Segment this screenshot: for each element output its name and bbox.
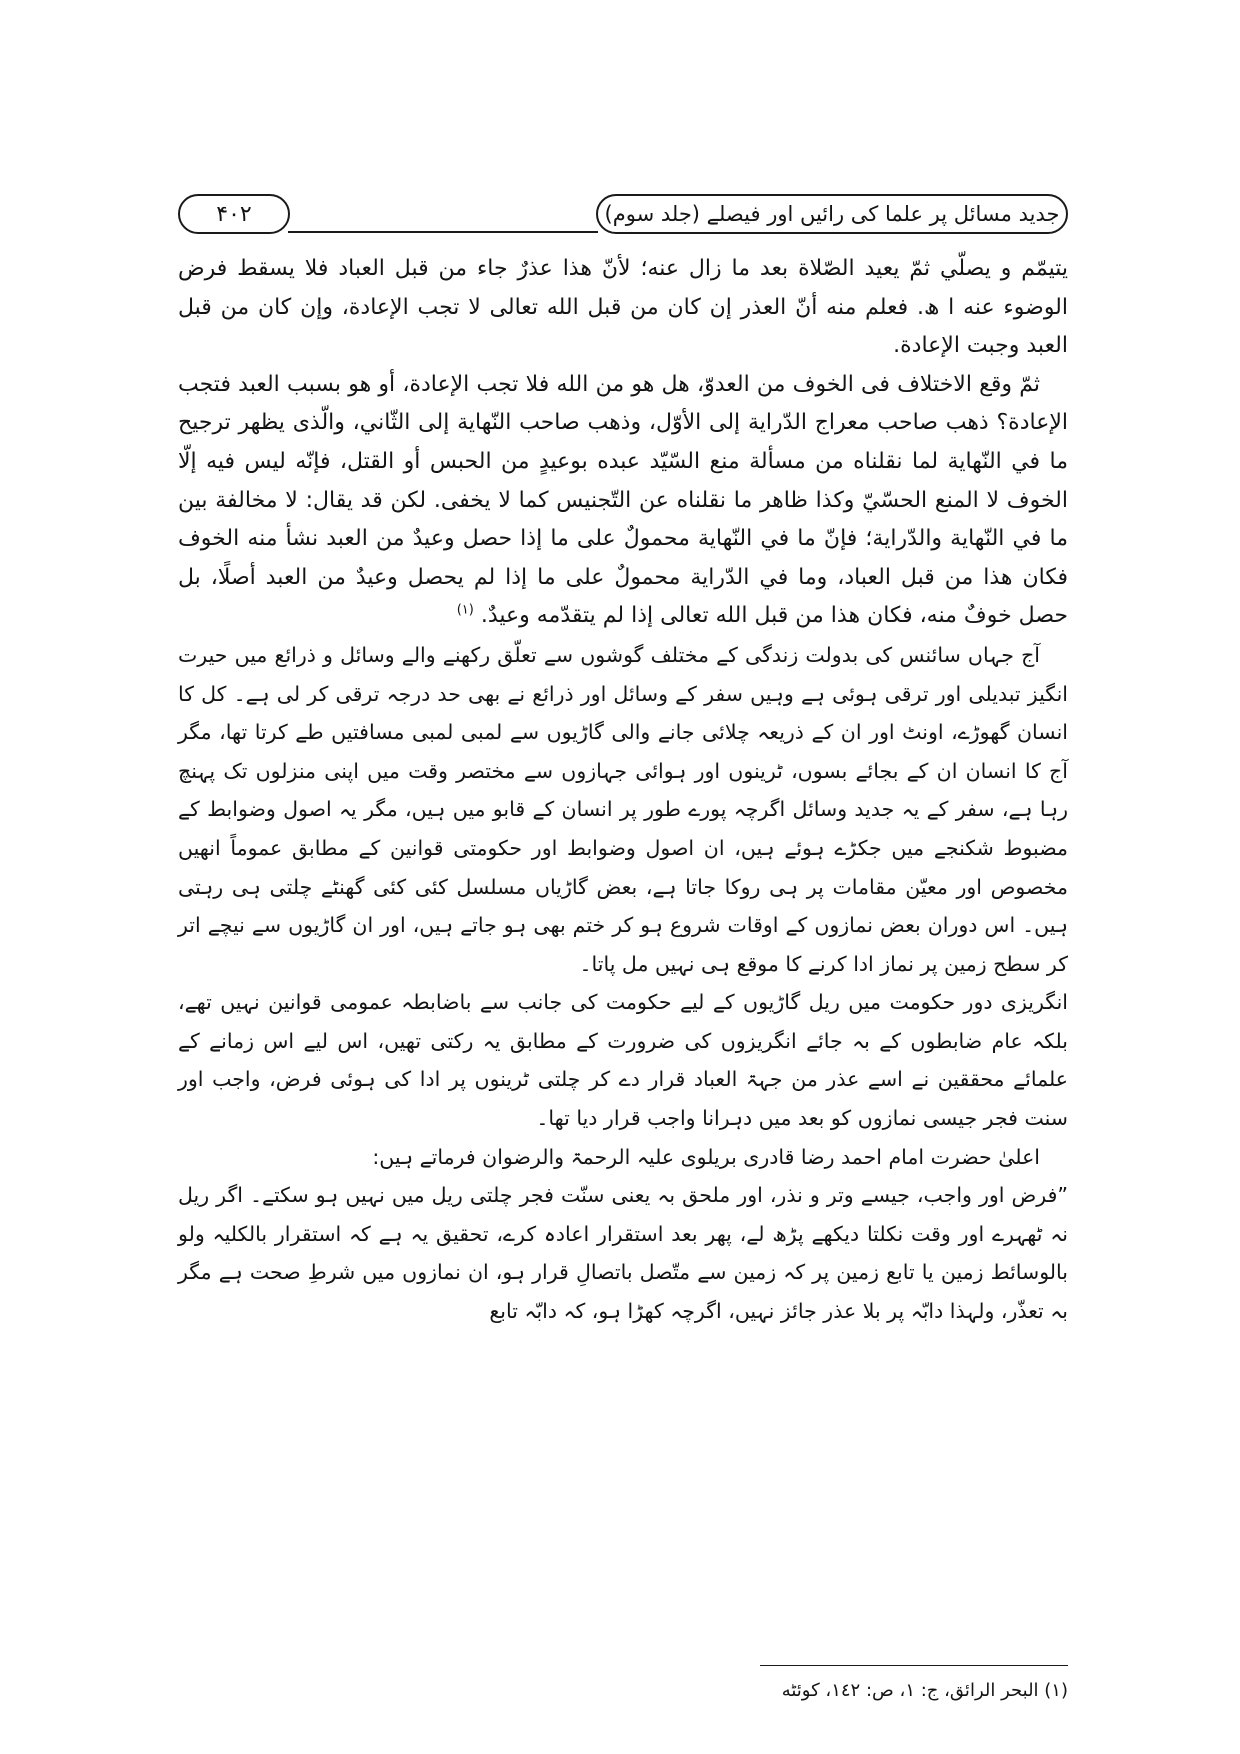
arabic-paragraph-2-text: ثمّ وقع الاختلاف فى الخوف من العدوّ، هل هو من الله فلا تجب الإعادة، أو هو بسبب العبد فتجب الإعادة؟ ذهب صاحب معراج الدّراية إلى الأوّل، وذهب صاحب النّهاية إلى الثّاني، والّذى يظهر ترجيح ما في النّهاية لما نقلناه من مسألة منع السّيّد عبده بوعيدٍ من الحبس أو القتل، فإنّه ليس فيه إلّا الخوف لا المنع الحسّيّ وكذا ظاهر ما نقلناه عن التّجنيس كما لا يخفى. لكن قد يقال: لا مخالفة بين ما في النّهاية والدّراية؛ فإنّ ما في النّهاية محمولٌ على ما إذا حصل وعيدٌ من العبد نشأ منه الخوف فكان هذا من قبل العباد، وما في الدّراية محمولٌ على ما إذا لم يحصل وعيدٌ من العبد أصلًا، بل حصل خوفٌ منه، فكان هذا من قبل الله تعالى إذا لم يتقدّمه وعيدٌ. (178, 371, 1068, 629)
arabic-paragraph-2 (178, 366, 1068, 636)
footnote: (۱) البحر الرائق، ج: ۱، ص: ۱٤۲، کوئٹه (781, 1680, 1068, 1701)
header-rule (288, 231, 598, 233)
footnote-reference[interactable]: (۱) (456, 603, 474, 619)
urdu-paragraph-1: آج جہاں سائنس کی بدولت زندگی کے مختلف گوشوں سے تعلّق رکھنے والے وسائل و ذرائع میں حیرت انگیز تبدیلی اور ترقی ہوئی ہے وہیں سفر کے وسائل اور ذرائع نے بھی حد درجہ ترقی کر لی ہے۔ کل کا انسان گھوڑے، اونٹ اور ان کے ذریعہ چلائی جانے والی گاڑیوں سے لمبی لمبی مسافتیں طے کرتا تھا، مگر آج کا انسان ان کے بجائے بسوں، ٹرینوں اور ہوائی جہازوں سے مختصر وقت میں اپنی منزلوں تک پہنچ رہا ہے، سفر کے یہ جدید وسائل اگرچہ پورے طور پر انسان کے قابو میں ہیں، مگر یہ اصول وضوابط کے مضبوط شکنجے میں جکڑے ہوئے ہیں، ان اصول وضوابط اور حکومتی قوانین کے مطابق عموماً انھیں مخصوص اور معیّن مقامات پر ہی روکا جاتا ہے، بعض گاڑیاں مسلسل کئی کئی گھنٹے چلتی ہی رہتی ہیں۔ اس دوران بعض نمازوں کے اوقات شروع ہو کر ختم بھی ہو جاتے ہیں، اور ان گاڑیوں سے نیچے اتر کر سطح زمین پر نماز ادا کرنے کا موقع ہی نہیں مل پاتا۔ (178, 642, 1068, 976)
page-body (178, 250, 1068, 1331)
urdu-paragraph-2: انگریزی دور حکومت میں ریل گاڑیوں کے لیے حکومت کی جانب سے باضابطہ عمومی قوانین نہیں تھے، بلکہ عام ضابطوں کے بہ جائے انگریزوں کی ضرورت کے مطابق یہ رکتی تھیں، اس لیے اس زمانے کے علمائے محققین نے اسے عذر من جہۃ العباد قرار دے کر چلتی ٹرینوں پر ادا کی ہوئی فرض، واجب اور سنت فجر جیسی نمازوں کو بعد میں دہرانا واجب قرار دیا تھا۔ (178, 990, 1068, 1131)
footnote-divider (760, 1665, 1068, 1666)
arabic-paragraph-1: يتيمّم و يصلّي ثمّ يعيد الصّلاة بعد ما زال عنه؛ لأنّ هذا عذرٌ جاء من قبل العباد فلا يسقط فرض الوضوء عنه ا ھ. فعلم منه أنّ العذر إن كان من قبل الله تعالى لا تجب الإعادة، وإن كان من قبل العبد وجبت الإعادة. (178, 256, 1068, 359)
book-title: جدید مسائل پر علما کی رائیں اور فیصلے (جلد سوم) (596, 194, 1068, 234)
page-number: ۴۰۲ (178, 194, 290, 234)
urdu-quote: ”فرض اور واجب، جیسے وتر و نذر، اور ملحق بہ یعنی سنّت فجر چلتی ریل میں نہیں ہو سکتے۔ اگر ریل نہ ٹھہرے اور وقت نکلتا دیکھے پڑھ لے، پھر بعد استقرار اعادہ کرے، تحقیق یہ ہے کہ استقرار بالکلیہ ولو بالوسائط زمین یا تابع زمین پر کہ زمین سے متّصل باتصالِ قرار ہو، ان نمازوں میں شرطِ صحت ہے مگر بہ تعذّر، ولہذا دابّہ پر بلا عذر جائز نہیں، اگرچہ کھڑا ہو، کہ دابّہ تابع (178, 1183, 1068, 1324)
urdu-paragraph-3: اعلیٰ حضرت امام احمد رضا قادری بریلوی علیہ الرحمۃ والرضوان فرماتے ہیں: (372, 1144, 1040, 1169)
page-header (178, 190, 1068, 236)
